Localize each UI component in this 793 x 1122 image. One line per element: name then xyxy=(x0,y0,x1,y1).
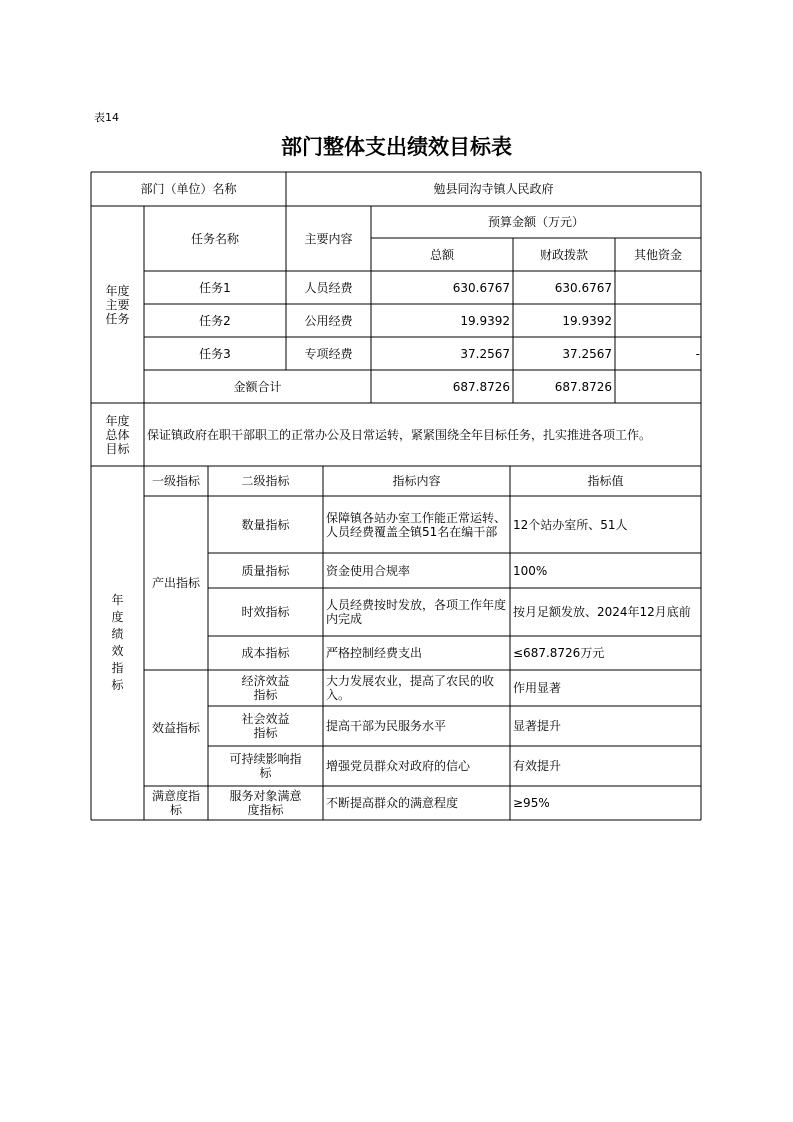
indicator-level2: 服务对象满意度指标 xyxy=(229,789,302,817)
indicator-content: 不断提高群众的满意程度 xyxy=(326,796,459,810)
overall-goal-label: 年度总体目标 xyxy=(105,413,130,456)
indicator-content: 资金使用合规率 xyxy=(326,563,411,578)
indicator-level2: 质量指标 xyxy=(241,563,290,578)
indicator-content: 严格控制经费支出 xyxy=(326,646,423,660)
indicator-content: 人员经费按时发放，各项工作年度内完成 xyxy=(326,598,507,626)
indicator-level2: 社会效益指标 xyxy=(241,712,290,740)
col-fiscal: 财政拨款 xyxy=(539,247,588,262)
col-total: 总额 xyxy=(429,247,454,262)
col-main-content: 主要内容 xyxy=(304,231,353,246)
indicator-value: 作用显著 xyxy=(513,681,562,695)
indicator-content: 大力发展农业，提高了农民的收入。 xyxy=(326,674,495,702)
sum-total: 687.8726 xyxy=(452,379,510,394)
indicator-value: 12个站办室所、51人 xyxy=(513,517,628,532)
page-title: 部门整体支出绩效目标表 xyxy=(281,134,512,159)
task-name: 任务3 xyxy=(199,346,231,361)
indicator-value: 按月足额发放、2024年12月底前 xyxy=(513,605,691,619)
col-task-name: 任务名称 xyxy=(190,231,239,246)
budget-header: 预算金额（万元） xyxy=(487,215,584,229)
task-fiscal: 19.9392 xyxy=(562,313,612,328)
indicator-content: 保障镇各站办室工作能正常运转、人员经费覆盖全镇51名在编干部 xyxy=(326,510,507,539)
task-other xyxy=(615,304,701,337)
benefit-indicators-label: 效益指标 xyxy=(151,721,200,735)
table-label: 表14 xyxy=(94,111,119,124)
unit-label: 部门（单位）名称 xyxy=(140,182,237,196)
col-level1: 一级指标 xyxy=(151,474,200,488)
indicator-level2: 数量指标 xyxy=(241,517,290,532)
unit-value: 勉县同沟寺镇人民政府 xyxy=(433,182,554,196)
task-total: 37.2567 xyxy=(460,346,510,361)
col-indicator-value: 指标值 xyxy=(587,474,624,488)
task-fiscal: 37.2567 xyxy=(562,346,612,361)
indicators-section-label: 年度绩效指标 xyxy=(111,593,124,692)
indicator-level2: 可持续影响指标 xyxy=(229,752,302,780)
task-other xyxy=(615,271,701,304)
indicator-level2: 经济效益指标 xyxy=(241,674,290,702)
indicator-value: ≤687.8726万元 xyxy=(513,646,605,660)
task-content: 公用经费 xyxy=(304,313,353,328)
tasks-section-label: 年度主要任务 xyxy=(105,283,130,326)
indicator-content: 提高干部为民服务水平 xyxy=(326,719,447,733)
task-content: 人员经费 xyxy=(304,280,353,295)
sum-fiscal: 687.8726 xyxy=(554,379,612,394)
task-name: 任务1 xyxy=(199,280,231,295)
satisfaction-indicators-label: 满意度指标 xyxy=(152,789,201,817)
task-total: 630.6767 xyxy=(452,280,510,295)
overall-goal-text: 保证镇政府在职干部职工的正常办公及日常运转，紧紧围绕全年目标任务，扎实推进各项工作。 xyxy=(147,427,652,442)
indicator-value: ≥95% xyxy=(513,796,550,810)
task-fiscal: 630.6767 xyxy=(554,280,612,295)
sum-label: 金额合计 xyxy=(233,379,282,394)
task-other: - xyxy=(695,346,700,361)
task-content: 专项经费 xyxy=(304,346,353,361)
col-level2: 二级指标 xyxy=(241,474,290,488)
col-indicator-content: 指标内容 xyxy=(392,474,441,488)
output-indicators-label: 产出指标 xyxy=(151,576,200,590)
task-name: 任务2 xyxy=(199,313,231,328)
indicator-value: 有效提升 xyxy=(513,759,562,773)
indicator-value: 100% xyxy=(513,563,548,578)
col-other: 其他资金 xyxy=(633,247,682,262)
indicator-value: 显著提升 xyxy=(513,719,562,733)
indicator-level2: 成本指标 xyxy=(241,646,290,660)
indicator-level2: 时效指标 xyxy=(241,605,290,619)
task-total: 19.9392 xyxy=(460,313,510,328)
indicator-content: 增强党员群众对政府的信心 xyxy=(326,759,471,773)
